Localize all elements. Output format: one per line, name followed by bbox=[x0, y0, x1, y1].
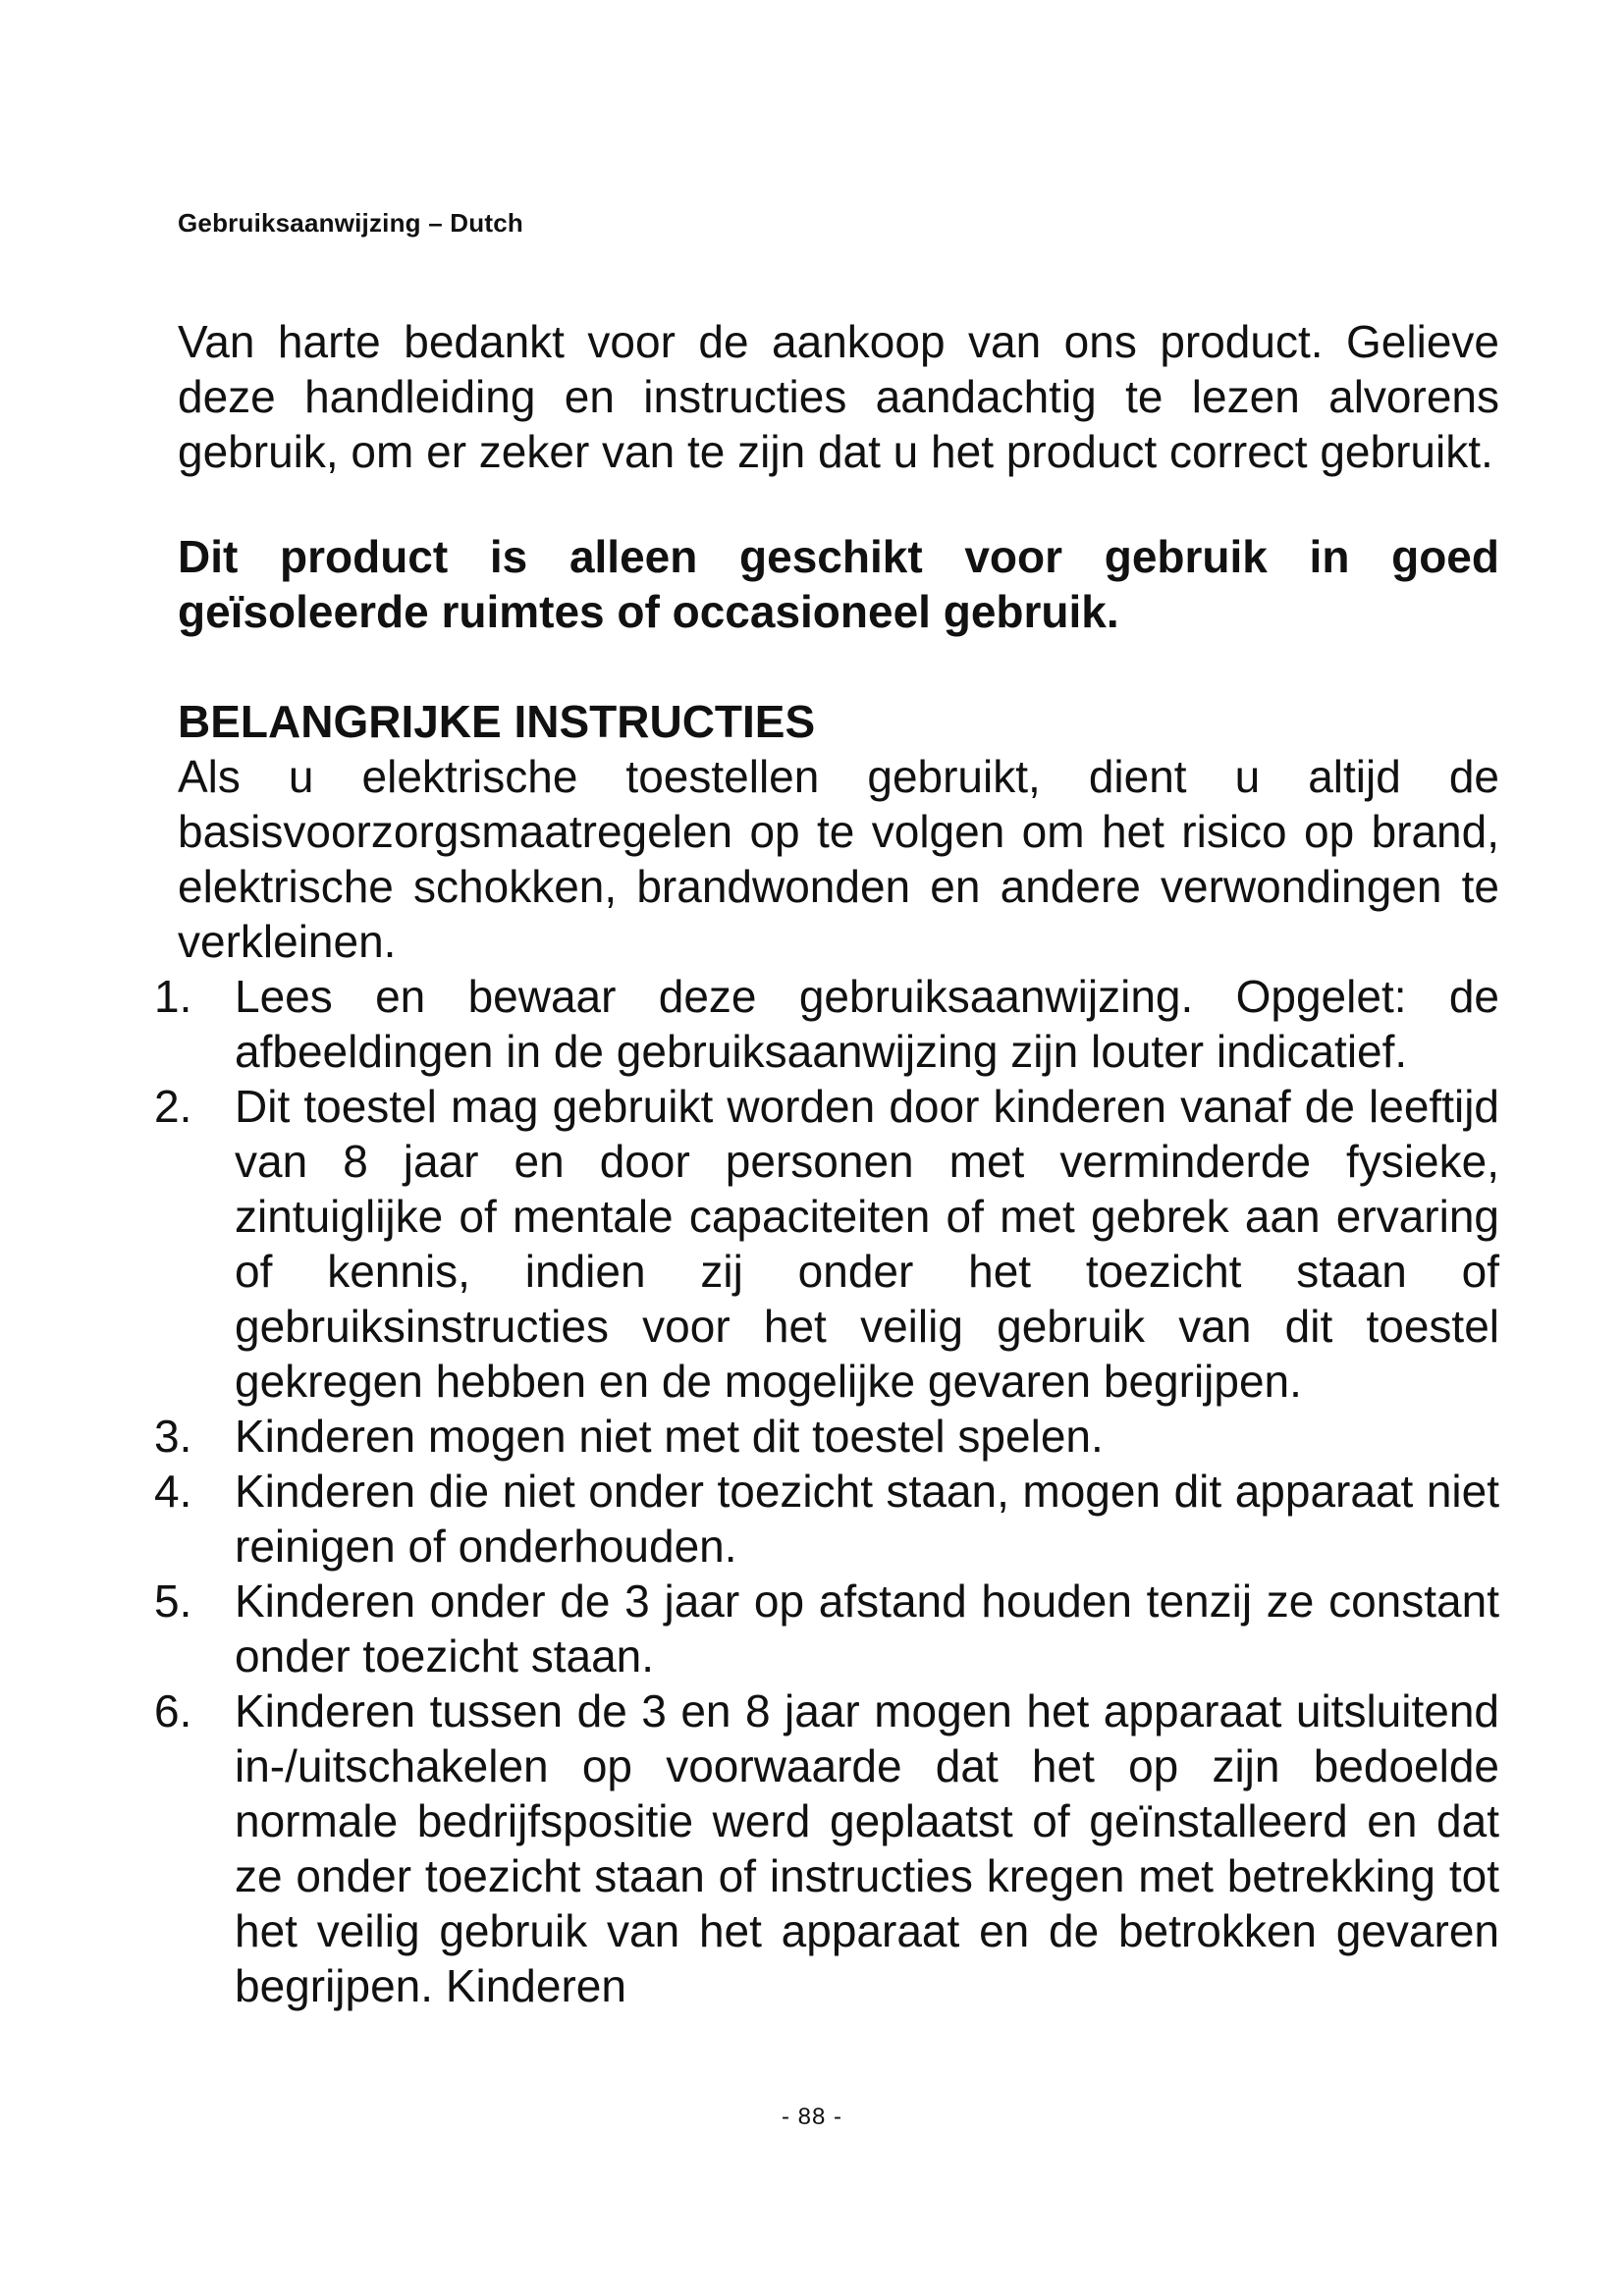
usage-notice: Dit product is alleen geschikt voor gebruik in goed geïsoleerde ruimtes of occasioneel gebruik. bbox=[178, 531, 1499, 637]
instruction-item-3 bbox=[154, 1409, 1499, 1464]
instruction-number: 3. bbox=[154, 1411, 192, 1462]
instruction-number: 5. bbox=[154, 1575, 192, 1627]
instruction-text: Kinderen tussen de 3 en 8 jaar mogen het apparaat uitsluitend in-/uitschakelen op voorwaarde dat het op zijn bedoelde normale bedrijfspositie werd geplaatst of geïnstalleerd en dat ze onder toezicht staan of instructies kregen met betrekking tot het veilig gebruik van het apparaat en de betrokken gevaren begrijpen. Kinderen bbox=[235, 1685, 1499, 2011]
instruction-text: Lees en bewaar deze gebruiksaanwijzing. Opgelet: de afbeeldingen in de gebruiksaanwijzing zijn louter indicatief. bbox=[235, 971, 1499, 1077]
page-number: - 88 - bbox=[781, 2104, 842, 2130]
instruction-number: 4. bbox=[154, 1466, 192, 1517]
instruction-item-6 bbox=[154, 1683, 1499, 2013]
important-instructions-intro: Als u elektrische toestellen gebruikt, dient u altijd de basisvoorzorgsmaatregelen op te volgen om het risico op brand, elektrische schokken, brandwonden en andere verwondingen te verkleinen. bbox=[178, 751, 1499, 967]
instruction-text: Kinderen mogen niet met dit toestel spelen. bbox=[235, 1411, 1104, 1462]
intro-paragraph: Van harte bedankt voor de aankoop van ons product. Gelieve deze handleiding en instructies aandachtig te lezen alvorens gebruik, om er zeker van te zijn dat u het product correct gebruikt. bbox=[178, 316, 1499, 477]
instruction-text: Kinderen onder de 3 jaar op afstand houden tenzij ze constant onder toezicht staan. bbox=[235, 1575, 1499, 1682]
important-instructions-heading: BELANGRIJKE INSTRUCTIES bbox=[178, 696, 816, 747]
instruction-number: 1. bbox=[154, 971, 192, 1022]
document-header: Gebruiksaanwijzing – Dutch bbox=[178, 208, 523, 238]
instruction-item-5 bbox=[154, 1574, 1499, 1683]
instruction-list bbox=[154, 969, 1499, 2013]
instruction-text: Dit toestel mag gebruikt worden door kinderen vanaf de leeftijd van 8 jaar en door personen met verminderde fysieke, zintuiglijke of mentale capaciteiten of met gebrek aan ervaring of kennis, indien zij onder het toezicht staan of gebruiksinstructies voor het veilig gebruik van dit toestel gekregen hebben en de mogelijke gevaren begrijpen. bbox=[235, 1081, 1499, 1407]
instruction-text: Kinderen die niet onder toezicht staan, mogen dit apparaat niet reinigen of onderhouden. bbox=[235, 1466, 1499, 1572]
instruction-item-1 bbox=[154, 969, 1499, 1079]
instruction-item-4 bbox=[154, 1464, 1499, 1574]
instruction-item-2 bbox=[154, 1079, 1499, 1409]
instruction-number: 2. bbox=[154, 1081, 192, 1132]
instruction-number: 6. bbox=[154, 1685, 192, 1736]
document-content bbox=[154, 314, 1499, 2013]
